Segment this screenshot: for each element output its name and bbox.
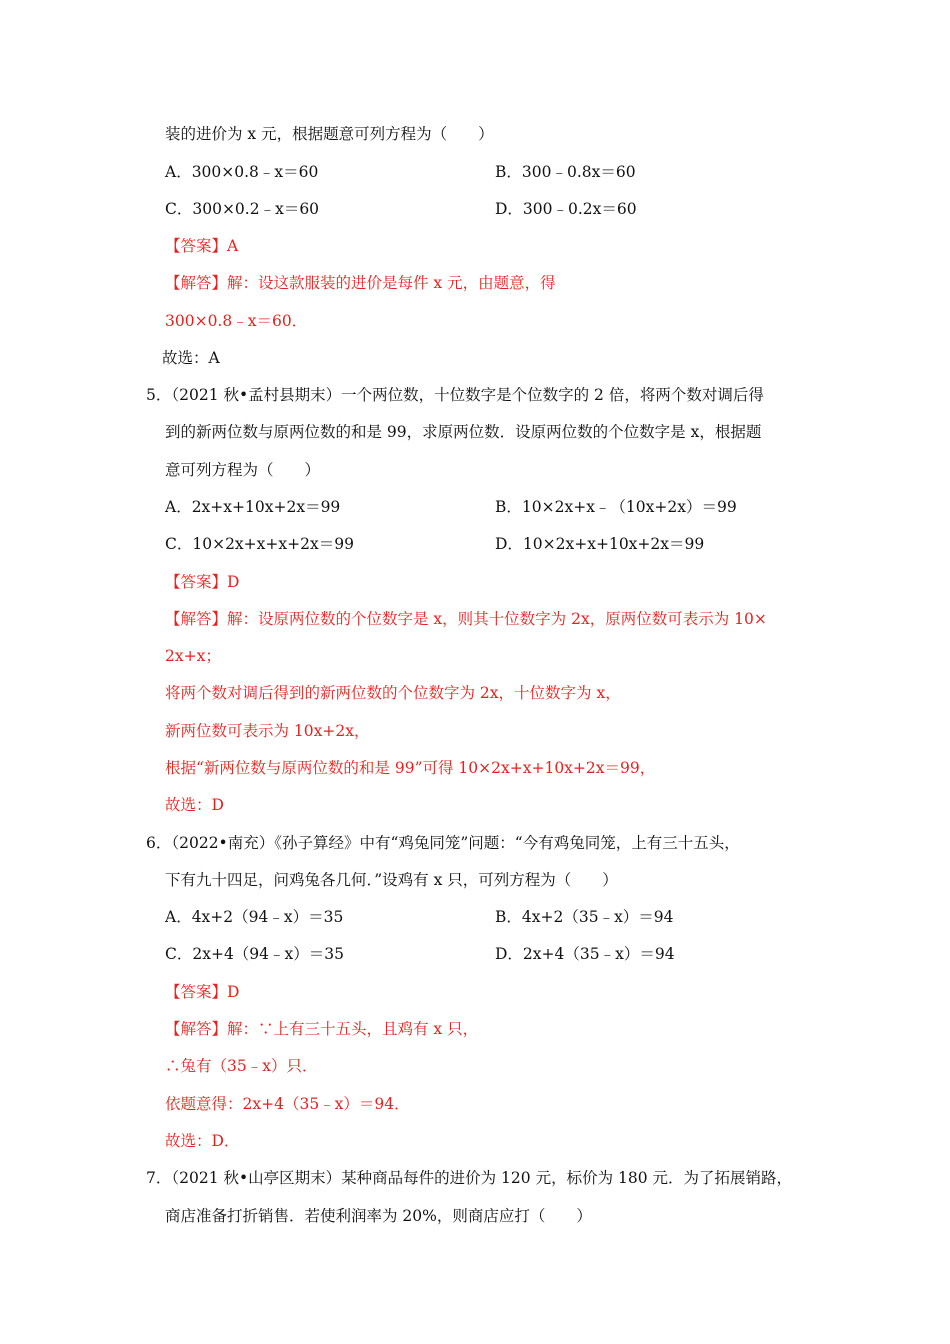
q4-stem-end: 装的进价为 x 元，根据题意可列方程为（ ） bbox=[165, 125, 494, 143]
q4-explain-line: 300×0.8﹣x＝60． bbox=[165, 312, 308, 330]
q6-explain-line: 依题意得：2x+4（35﹣x）＝94． bbox=[165, 1095, 410, 1113]
q6-option-d[interactable]: D．2x+4（35﹣x）＝94 bbox=[495, 945, 675, 963]
q4-option-d[interactable]: D．300﹣0.2x＝60 bbox=[495, 200, 637, 218]
q6-stem-line: 下有九十四足，问鸡兔各几何．”设鸡有 x 只，可列方程为（ ） bbox=[165, 871, 618, 889]
q6-explain-line: 【解答】解：∵上有三十五头，且鸡有 x 只， bbox=[165, 1020, 479, 1038]
q7-stem-line: 7．（2021 秋•山亭区期末）某种商品每件的进价为 120 元，标价为 180 元．为了拓展销路， bbox=[146, 1169, 793, 1187]
q5-stem-line: 意可列方程为（ ） bbox=[165, 461, 321, 479]
q6-answer: 【答案】D bbox=[165, 983, 240, 1001]
q4-option-c[interactable]: C．300×0.2﹣x＝60 bbox=[165, 200, 320, 218]
q5-stem-line: 5．（2021 秋•孟村县期末）一个两位数，十位数字是个位数字的 2 倍，将两个数对调后得 bbox=[146, 386, 764, 404]
q4-option-a[interactable]: A．300×0.8﹣x＝60 bbox=[165, 163, 319, 181]
q5-explain-line: 新两位数可表示为 10x+2x， bbox=[165, 722, 370, 740]
q6-stem-line: 6．（2022•南充）《孙子算经》中有“鸡兔同笼”问题：“今有鸡兔同笼，上有三十五头， bbox=[146, 834, 740, 852]
q4-option-b[interactable]: B．300﹣0.8x＝60 bbox=[495, 163, 636, 181]
q6-explain-line: ∴兔有（35﹣x）只． bbox=[165, 1057, 318, 1075]
q5-explain-line: 2x+x； bbox=[165, 647, 221, 665]
q6-conclusion: 故选：D． bbox=[165, 1132, 240, 1150]
q6-option-c[interactable]: C．2x+4（94﹣x）＝35 bbox=[165, 945, 344, 963]
q5-explain-line: 将两个数对调后得到的新两位数的个位数字为 2x，十位数字为 x， bbox=[165, 684, 621, 702]
q6-option-b[interactable]: B．4x+2（35﹣x）＝94 bbox=[495, 908, 674, 926]
q4-conclusion: 故选：A bbox=[162, 349, 220, 367]
q5-answer: 【答案】D bbox=[165, 573, 240, 591]
q5-option-a[interactable]: A．2x+x+10x+2x＝99 bbox=[165, 498, 341, 516]
q5-option-c[interactable]: C．10×2x+x+x+2x＝99 bbox=[165, 535, 354, 553]
q5-option-b[interactable]: B．10×2x+x﹣（10x+2x）＝99 bbox=[495, 498, 737, 516]
q5-explain-line: 【解答】解：设原两位数的个位数字是 x，则其十位数字为 2x，原两位数可表示为 10× bbox=[165, 610, 767, 628]
q5-explain-line: 根据“新两位数与原两位数的和是 99”可得 10×2x+x+10x+2x＝99， bbox=[165, 759, 656, 777]
q4-explain-line: 【解答】解：设这款服装的进价是每件 x 元，由题意，得 bbox=[165, 274, 556, 292]
q4-answer: 【答案】A bbox=[165, 237, 239, 255]
q5-option-d[interactable]: D．10×2x+x+10x+2x＝99 bbox=[495, 535, 705, 553]
q5-conclusion: 故选：D bbox=[165, 796, 224, 814]
q7-stem-line: 商店准备打折销售．若使利润率为 20%，则商店应打（ ） bbox=[165, 1207, 592, 1225]
q5-stem-line: 到的新两位数与原两位数的和是 99，求原两位数．设原两位数的个位数字是 x，根据题 bbox=[165, 423, 762, 441]
q6-option-a[interactable]: A．4x+2（94﹣x）＝35 bbox=[165, 908, 344, 926]
